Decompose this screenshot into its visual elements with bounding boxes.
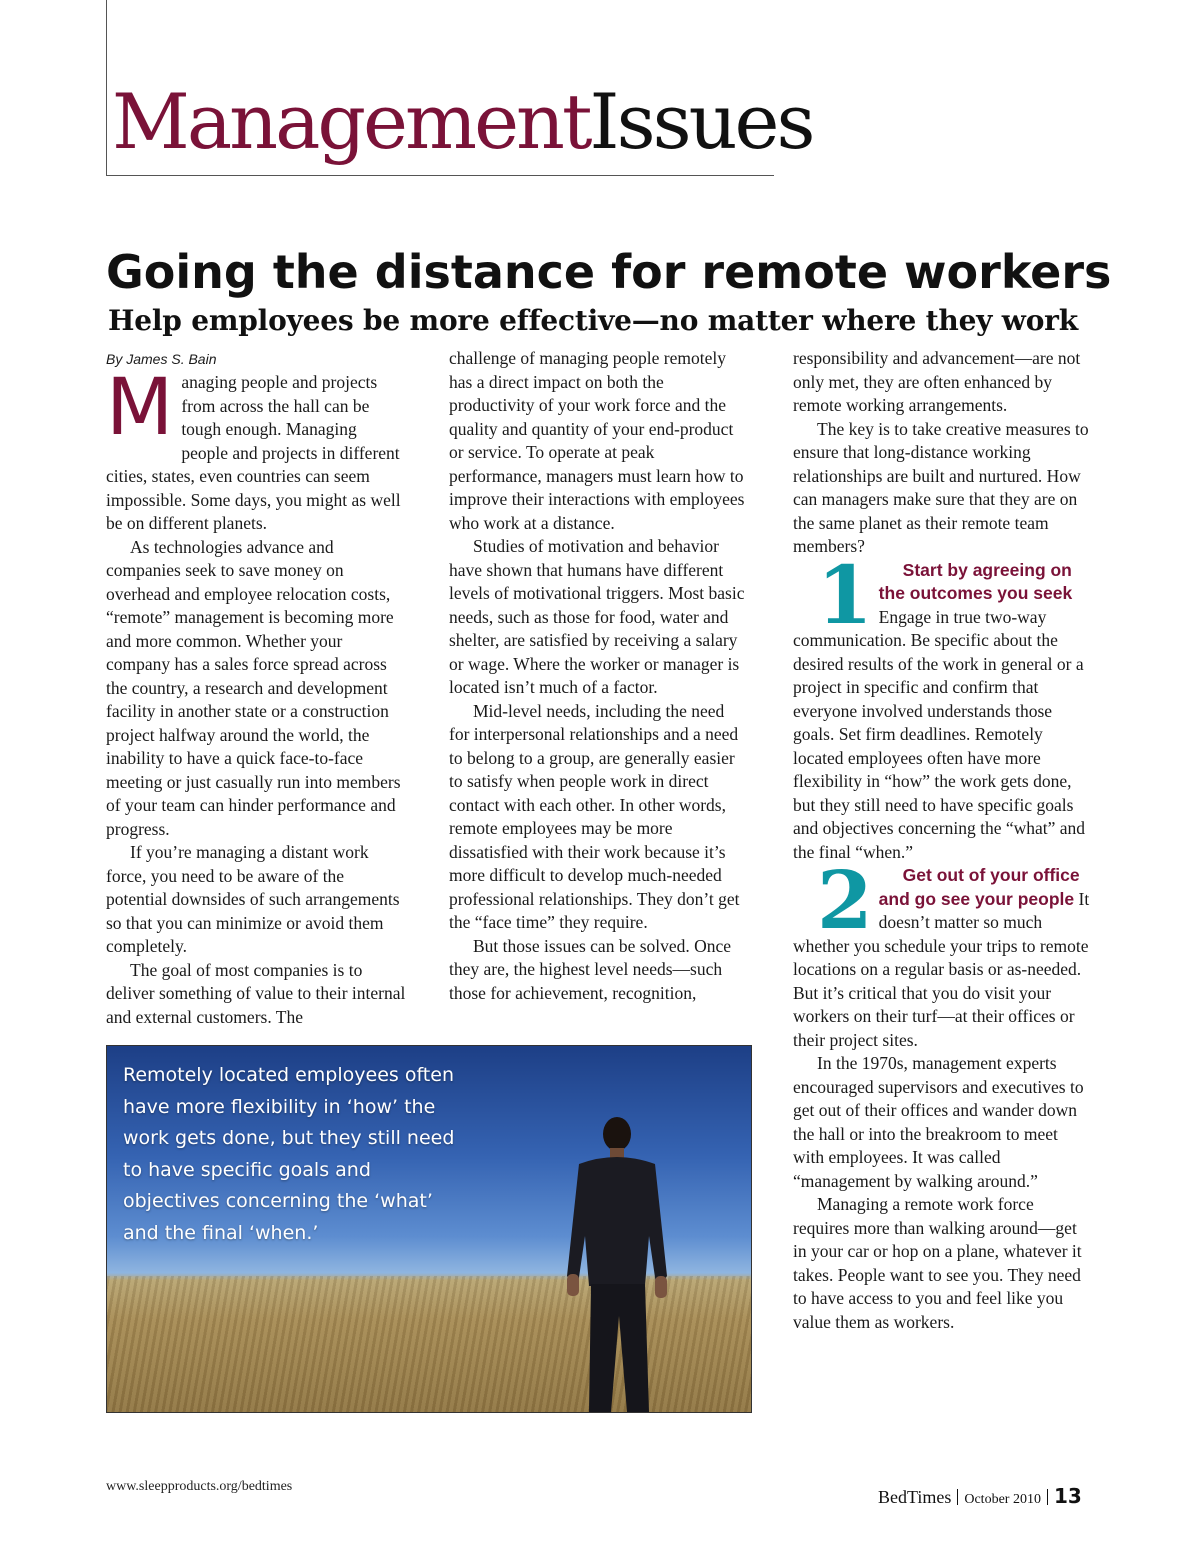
number-badge-2: 2	[817, 853, 873, 947]
paragraph	[106, 363, 406, 536]
number-badge-1: 1	[817, 547, 873, 642]
photo-businessman-in-field	[106, 1045, 752, 1413]
paragraph-text: anaging people and projects from across the hall can be tough enough. Managing people and projects in different cities, states, even countries can seem impossible. Some days, you might as well be on different planets.	[106, 372, 401, 533]
paragraph: Studies of motivation and behavior have shown that humans have different levels of motivational triggers. Most basic needs, such as those for food, water and shelter, are satisfied by receiving a salary or wage. Where the worker or manager is located isn’t much of a factor.	[449, 536, 745, 697]
issue-date: October 2010	[964, 1492, 1041, 1507]
section-title	[112, 77, 813, 166]
header-horizontal-rule	[106, 175, 774, 176]
folio-separator	[1047, 1489, 1048, 1505]
paragraph: responsibility and advancement—are not only met, they are often enhanced by remote working arrangements.	[793, 348, 1081, 415]
column-2	[449, 347, 749, 1005]
paragraph: Managing a remote work force requires more than walking around—get in your car or hop on a plane, whatever it takes. People want to see you. They need to have access to you and feel like you value them as workers.	[793, 1194, 1082, 1332]
point-1-lead-in: Start by agreeing on the outcomes you seek	[878, 559, 1073, 603]
point-1-body: Engage in true two-way communication. Be specific about the desired results of the work in general or a project in specific and confirm that everyone involved understands those goals. Set firm deadlines. Remotely located employees often have more flexibility in “how” the work gets done, but they still need to have specific goals and objectives concerning the “what” and the final “when.”	[793, 606, 1086, 862]
paragraph: In the 1970s, management experts encouraged supervisors and executives to get out of their offices and wander down the hall or into the breakroom to meet with employees. It was called “management by walking around.”	[793, 1053, 1084, 1191]
paragraph: The key is to take creative measures to ensure that long-distance working relationships are built and nurtured. How can managers make sure that they are on the same planet as their remote team members?	[793, 418, 1089, 556]
point-2-body: It doesn’t matter so much whether you schedule your trips to remote locations on a regular basis or as-needed. But it’s critical that you do visit your workers on their turf—at their offices or their project sites.	[793, 888, 1090, 1050]
magazine-name: BedTimes	[878, 1487, 952, 1507]
paragraph: But those issues can be solved. Once they are, the highest level needs—such those for achievement, recognition,	[449, 935, 732, 1003]
businessman-figure	[549, 1116, 699, 1413]
paragraph: If you’re managing a distant work force, you need to be aware of the potential downsides of such arrangements so that you can minimize or avoid them completely.	[106, 842, 400, 956]
footer-url: www.sleepproducts.org/bedtimes	[106, 1479, 293, 1494]
column-1	[106, 347, 406, 1029]
section-title-word1: Management	[112, 77, 590, 166]
byline: By James S. Bain	[106, 351, 217, 367]
numbered-point-2	[793, 853, 1091, 1052]
paragraph: The goal of most companies is to deliver something of value to their internal and external customers. The	[106, 959, 406, 1027]
folio-separator	[957, 1489, 958, 1505]
paragraph: challenge of managing people remotely has a direct impact on both the productivity of your work force and the quality and quantity of your end-product or service. To operate at peak performance, managers must learn how to improve their interactions with employees who work at a distance.	[449, 348, 745, 533]
column-3	[793, 347, 1091, 1334]
page-number: 13	[1053, 1484, 1082, 1508]
headline: Going the distance for remote workers	[106, 245, 1112, 299]
section-title-word2: Issues	[589, 77, 813, 166]
paragraph: Mid-level needs, including the need for interpersonal relationships and a need to belong to a group, are generally easier to satisfy when people work in direct contact with each other. In other words, remote employees may be more dissatisfied with their work because it’s more difficult to develop much-needed professional relationships. They don’t get the “face time” they require.	[449, 700, 740, 932]
numbered-point-1	[793, 547, 1091, 865]
header-vertical-rule	[106, 0, 107, 176]
drop-cap: M	[106, 363, 174, 453]
paragraph: As technologies advance and companies seek to save money on overhead and employee relocation costs, “remote” management is becoming more and more common. Whether your company has a sales force spread across the country, a research and development facility in another state or a construction project halfway around the world, the inability to have a quick face-to-face meeting or just casually run into members of your team can hinder performance and progress.	[106, 536, 401, 839]
deck: Help employees be more effective—no matter where they work	[108, 304, 1078, 337]
point-2-lead-in: Get out of your office and go see your people	[878, 865, 1080, 909]
footer-folio	[878, 1484, 1082, 1508]
pull-quote: Remotely located employees often have more flexibility in ‘how’ the work gets done, but they still need to have specific goals and objectives concerning the ‘what’ and the final ‘when.’	[123, 1064, 455, 1244]
